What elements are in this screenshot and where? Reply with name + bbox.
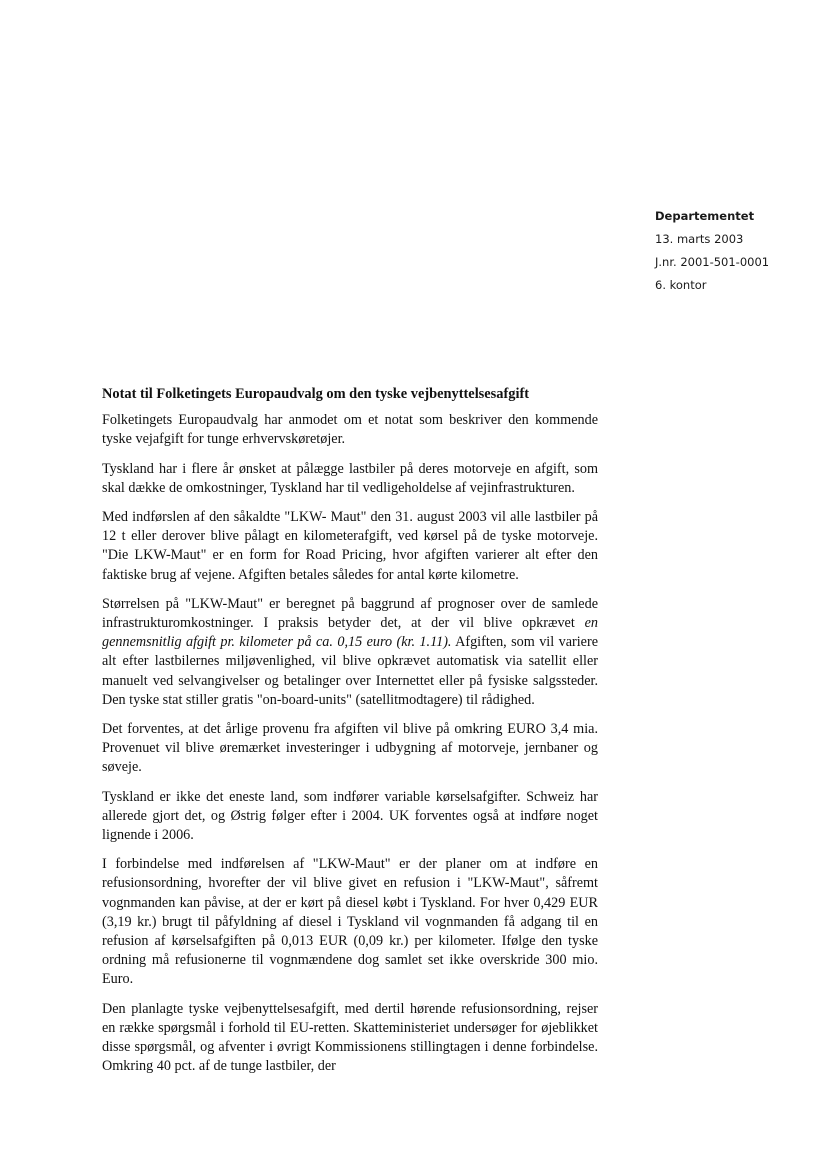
department-name: Departementet xyxy=(655,209,755,223)
document-body xyxy=(102,385,598,1087)
journal-number: J.nr. 2001-501-0001 xyxy=(655,255,770,269)
paragraph-revenue: Det forventes, at det årlige provenu fra afgiften vil blive på omkring EURO 3,4 mia. Provenuet vil blive øremærket investeringer i udbygning af motorveje, jernbaner og søveje. xyxy=(102,721,598,776)
document-title: Notat til Folketingets Europaudvalg om den tyske vejbenyttelsesafgift xyxy=(102,386,530,402)
paragraph-size-before: Størrelsen på "LKW-Maut" er beregnet på baggrund af prognoser over de samlede infrastrukturomkostninger. I praksis betyder det, at der vil blive opkrævet xyxy=(102,595,598,632)
paragraph-other-countries: Tyskland er ikke det eneste land, som indfører variable kørselsafgifter. Schweiz har allerede gjort det, og Østrig følger efter i 2004. UK forventes også at indføre noget lignende i 2006. xyxy=(102,788,598,844)
paragraph-size xyxy=(102,595,598,710)
office-name: 6. kontor xyxy=(655,278,707,292)
paragraph-background: Tyskland har i flere år ønsket at pålægge lastbiler på deres motorveje en afgift, som skal dække de omkostninger, Tyskland har til vedligeholdelse af vejinfrastrukturen. xyxy=(102,460,598,496)
paragraph-size-emphasis: en gennemsnitlig afgift pr. kilometer på ca. 0,15 euro (kr. 1.11). xyxy=(102,615,598,651)
paragraph-size-after: Afgiften, som vil variere alt efter lastbilernes miljøvenlighed, vil blive opkrævet automatisk via satellit eller manuelt ved selvangivelser og betalinger over Internettet eller på fysiske salgssteder. Den tyske stat stiller gratis "on-board-units" (satellitmodtagere) til rådighed. xyxy=(102,634,598,708)
document-date: 13. marts 2003 xyxy=(655,232,744,246)
paragraph-refund-scheme: I forbindelse med indførelsen af "LKW-Maut" er der planer om at indføre en refusionsordning, hvorefter der vil blive givet en refusion i "LKW-Maut", såfremt vognmanden kan påvise, at der er kørt på diesel købt i Tyskland. For hver 0,429 EUR (3,19 kr.) brugt til påfyldning af diesel i Tyskland vil vognmanden få adgang til en refusion af kørselsafgiften på 0,013 EUR (0,09 kr.) per kilometer. Ifølge den tyske ordning må refusionerne til vognmændene dog samlet set ikke overskride 300 mio. Euro. xyxy=(102,856,598,988)
document-header-info xyxy=(655,205,825,297)
paragraph-request: Folketingets Europaudvalg har anmodet om et notat som beskriver den kommende tyske vejafgift for tunge erhvervskøretøjer. xyxy=(102,412,598,448)
paragraph-eu-law: Den planlagte tyske vejbenyttelsesafgift, med dertil hørende refusionsordning, rejser en række spørgsmål i forhold til EU-retten. Skatteministeriet undersøger for øjeblikket disse spørgsmål, og afventer i øvrigt Kommissionens stillingtagen i denne forbindelse. Omkring 40 pct. af de tunge lastbiler, der xyxy=(102,1000,598,1075)
paragraph-introduction: Med indførslen af den såkaldte "LKW- Maut" den 31. august 2003 vil alle lastbiler på 12 t eller derover blive pålagt en kilometerafgift, ved kørsel på de tyske motorveje. "Die LKW-Maut" er en form for Road Pricing, hvor afgiften varierer alt efter den faktiske brug af vejene. Afgiften betales således for antal kørte kilometre. xyxy=(102,509,598,583)
